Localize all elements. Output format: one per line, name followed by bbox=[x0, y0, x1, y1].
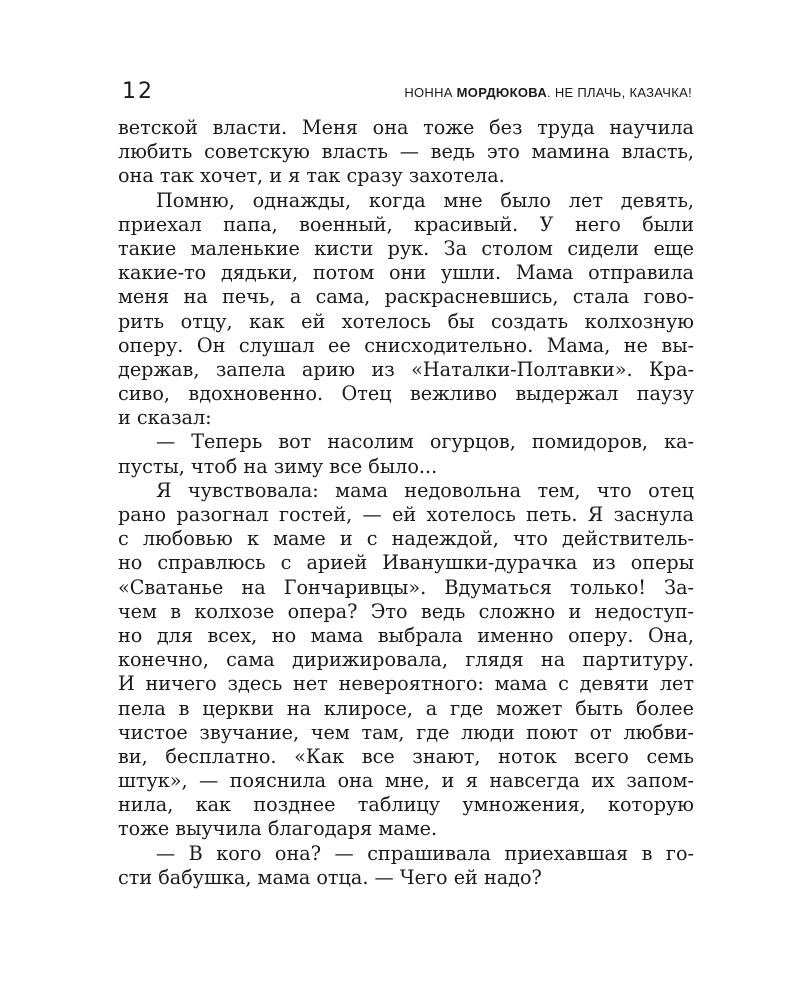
text-line: пела в церкви на клиросе, а где может быть более bbox=[118, 696, 694, 720]
text-line: оперу. Он слушал ее снисходительно. Мама, не вы- bbox=[118, 333, 694, 357]
text-line: такие маленькие кисти рук. За столом сидели еще bbox=[118, 236, 694, 260]
text-line: любить советскую власть — ведь это мамина власть, bbox=[118, 140, 694, 164]
text-line: сиво, вдохновенно. Отец вежливо выдержал паузу bbox=[118, 382, 694, 406]
text-line: нила, как позднее таблицу умножения, которую bbox=[118, 793, 694, 817]
text-line: но для всех, но мама выбрала именно оперу. Она, bbox=[118, 623, 694, 647]
text-line: но справлюсь с арией Иванушки-дурачка из оперы bbox=[118, 551, 694, 575]
author-surname: МОРДЮКОВА bbox=[456, 85, 548, 100]
text-line: конечно, сама дирижировала, глядя на партитуру. bbox=[118, 648, 694, 672]
text-line: — Теперь вот насолим огурцов, помидоров, ка- bbox=[156, 430, 694, 454]
text-line: штук», — пояснила она мне, и я навсегда их запом- bbox=[118, 769, 694, 793]
text-line: пусты, чтоб на зиму все было... bbox=[118, 454, 438, 478]
running-header bbox=[122, 78, 692, 108]
text-line: и сказал: bbox=[118, 406, 212, 430]
text-line: «Сватанье на Гончаривцы». Вдуматься только! За- bbox=[118, 575, 694, 599]
book-title: . НЕ ПЛАЧЬ, КАЗАЧКА! bbox=[547, 85, 692, 100]
page-number: 12 bbox=[122, 79, 154, 104]
text-line: Я чувствовала: мама недовольна тем, что отец bbox=[156, 478, 694, 502]
text-line: тоже выучила благодаря маме. bbox=[118, 817, 438, 841]
text-line: — В кого она? — спрашивала приехавшая в го- bbox=[156, 841, 694, 865]
text-line: чем в колхозе опера? Это ведь сложно и недоступ- bbox=[118, 599, 694, 623]
body-text bbox=[118, 116, 694, 890]
text-line: сти бабушка, мама отца. — Чего ей надо? bbox=[118, 865, 542, 889]
text-line: И ничего здесь нет невероятного: мама с девяти лет bbox=[118, 672, 694, 696]
text-line: с любовью к маме и с надеждой, что действитель- bbox=[118, 527, 694, 551]
text-line: ви, бесплатно. «Как все знают, ноток всего семь bbox=[118, 744, 694, 768]
text-line: чистое звучание, чем там, где люди поют от любви- bbox=[118, 720, 694, 744]
text-line: меня на печь, а сама, раскрасневшись, стала гово- bbox=[118, 285, 694, 309]
text-line: она так хочет, и я так сразу захотела. bbox=[118, 164, 505, 188]
header-title bbox=[404, 84, 692, 102]
text-line: ветской власти. Меня она тоже без труда научила bbox=[118, 116, 694, 139]
author-first-name: НОННА bbox=[404, 85, 457, 100]
text-line: приехал папа, военный, красивый. У него были bbox=[118, 212, 694, 236]
text-line: держав, запела арию из «Наталки-Полтавки». Кра- bbox=[118, 357, 694, 381]
text-line: Помню, однажды, когда мне было лет девять, bbox=[156, 188, 694, 212]
text-line: какие-то дядьки, потом они ушли. Мама отправила bbox=[118, 261, 694, 285]
text-line: рано разогнал гостей, — ей хотелось петь. Я заснула bbox=[118, 503, 694, 526]
text-line: рить отцу, как ей хотелось бы создать колхозную bbox=[118, 309, 694, 333]
